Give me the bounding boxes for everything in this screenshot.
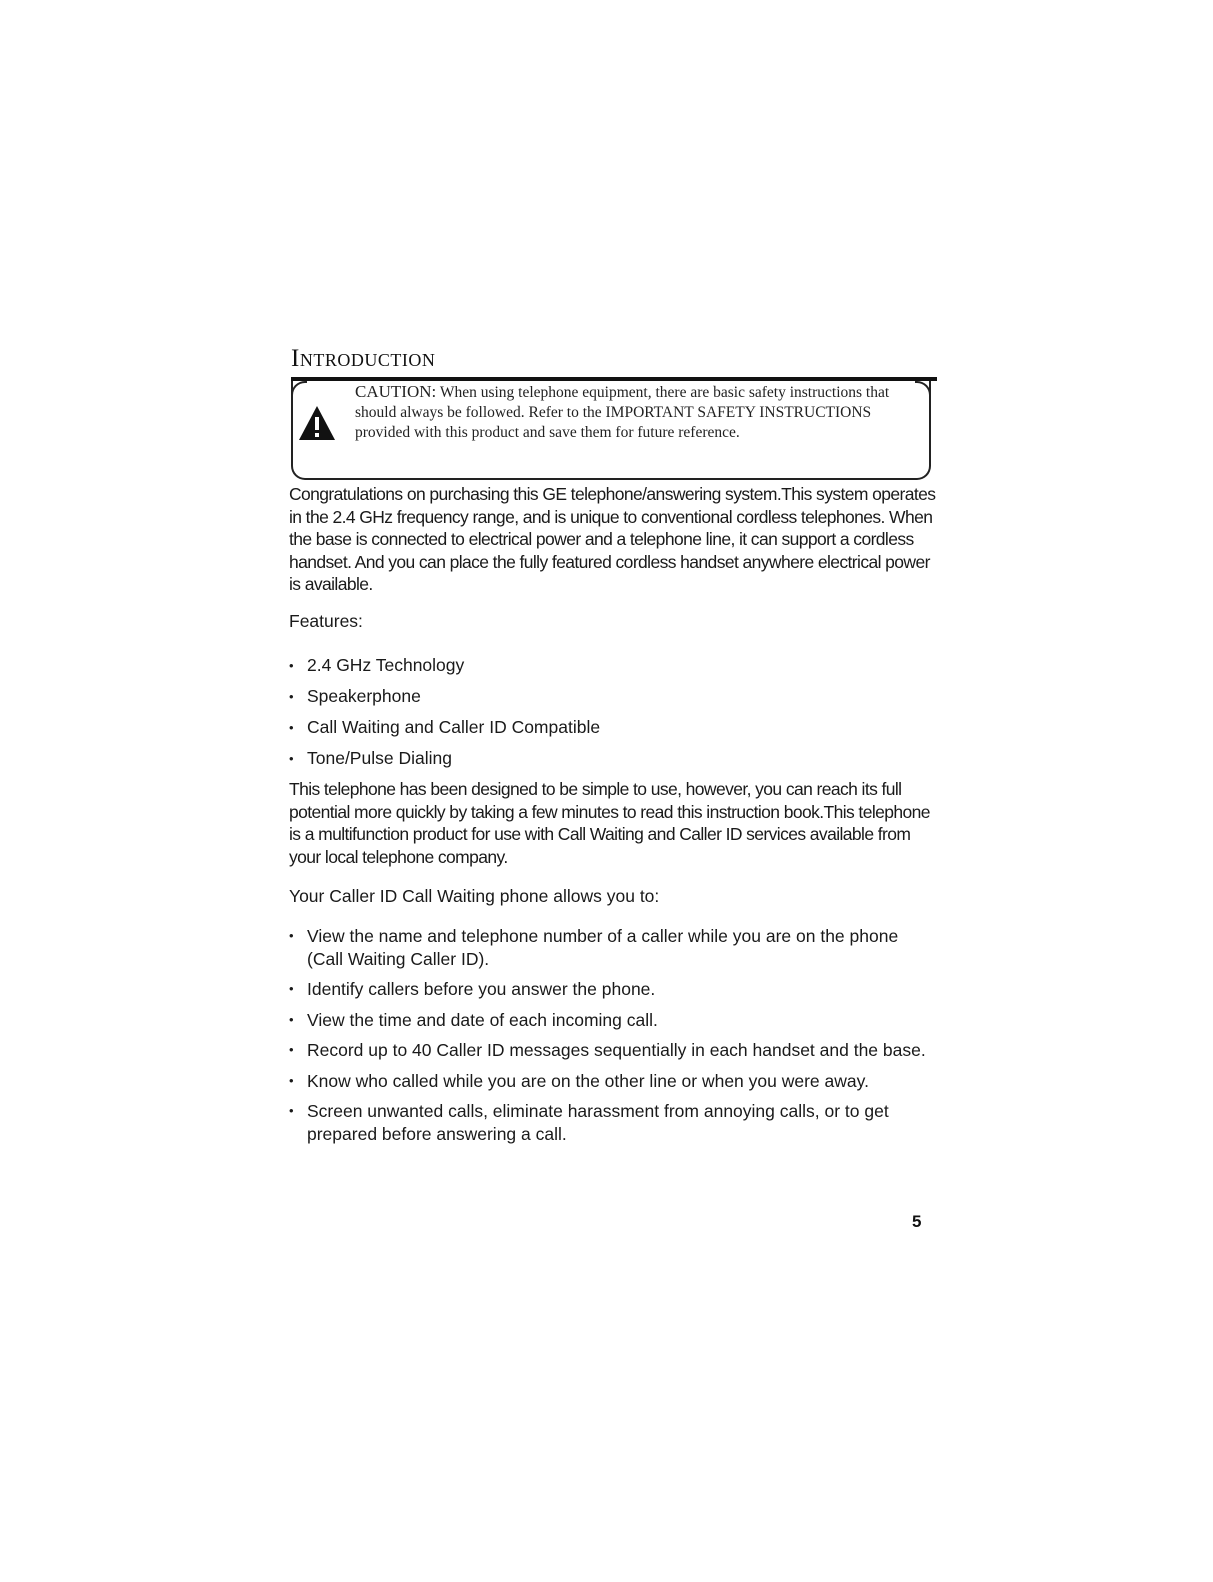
features-list xyxy=(289,650,939,774)
list-item: • Call Waiting and Caller ID Compatible xyxy=(289,712,939,743)
list-item: • Know who called while you are on the other line or when you were away. xyxy=(289,1070,939,1093)
list-item: • View the name and telephone number of a caller while you are on the phone (Call Waiting Caller ID). xyxy=(289,925,939,970)
intro-paragraph: Congratulations on purchasing this GE telephone/answering system.This system operates in the 2.4 GHz frequency range, and is unique to conventional cordless telephones. When the base is connected to electrical power and a telephone line, it can support a cordless handset. And you can place the fully featured cordless handset anywhere electrical power is available. xyxy=(289,484,936,594)
features-heading: Features: xyxy=(289,611,363,631)
list-item: • Tone/Pulse Dialing xyxy=(289,743,939,774)
allows-list xyxy=(289,925,939,1145)
list-item: • 2.4 GHz Technology xyxy=(289,650,939,681)
list-item: • Record up to 40 Caller ID messages sequentially in each handset and the base. xyxy=(289,1039,939,1062)
page-number: 5 xyxy=(912,1212,922,1231)
caution-text xyxy=(355,382,920,443)
caution-label: CAUTION: xyxy=(355,382,437,401)
caution-body: When using telephone equipment, there are basic safety instructions that should always be followed. Refer to the IMPORTANT SAFETY INSTRUCTIONS provided with this product and save them for future reference. xyxy=(355,384,890,441)
list-item: • View the time and date of each incoming call. xyxy=(289,1009,939,1032)
warning-triangle-icon xyxy=(298,405,336,441)
allows-heading: Your Caller ID Call Waiting phone allows you to: xyxy=(289,886,660,906)
list-item: • Screen unwanted calls, eliminate harassment from annoying calls, or to get prepared before answering a call. xyxy=(289,1100,939,1145)
section-title: Introduction xyxy=(291,345,436,372)
list-item: • Identify callers before you answer the phone. xyxy=(289,978,939,1001)
design-paragraph: This telephone has been designed to be simple to use, however, you can reach its full potential more quickly by taking a few minutes to read this instruction book.This telephone is a multifunction product for use with Call Waiting and Caller ID services available from your local telephone company. xyxy=(289,779,930,867)
list-item: • Speakerphone xyxy=(289,681,939,712)
